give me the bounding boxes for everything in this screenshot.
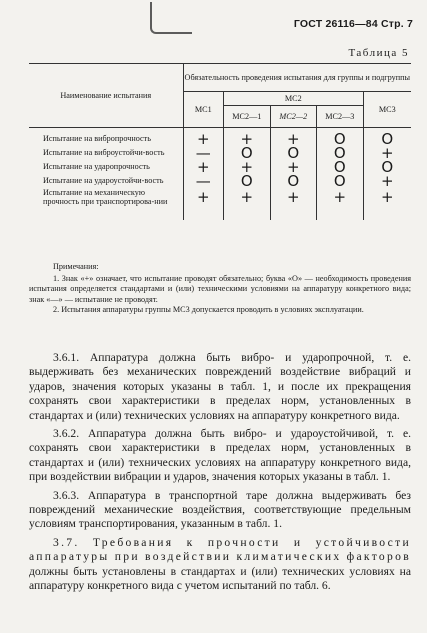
mark-cell: + xyxy=(224,188,270,220)
mark-cell: + xyxy=(363,188,411,220)
mark-cell: + xyxy=(363,174,411,188)
row-name: Испытание на механическую прочность при транспортирова-нии xyxy=(43,188,168,207)
mark-cell: + xyxy=(183,160,224,174)
mark-cell: + xyxy=(183,188,224,220)
mark-cell: О xyxy=(317,174,363,188)
note-item: 2. Испытания аппаратуры группы МС3 допускается проводить в условиях эксплуатации. xyxy=(53,305,364,315)
mark-cell: + xyxy=(183,128,224,147)
mark-cell: О xyxy=(270,174,316,188)
mark-cell: О xyxy=(270,146,316,160)
mark-cell: — xyxy=(183,146,224,160)
body-text xyxy=(29,351,411,594)
paragraph-3-6-2: 3.6.2. Аппаратура должна быть вибро- и удароустойчивой, т. е. сохранять свои характеристики в пределах норм, установленных в стандартах и (или) технических условиях на аппаратуру конкретного вида, при воздействии вибрации и ударов, значения которых указаны в табл. 1. xyxy=(29,427,411,484)
paragraph-3-7 xyxy=(29,536,411,594)
mark-cell: О xyxy=(363,160,411,174)
mark-cell: О xyxy=(317,128,363,147)
mark-cell: + xyxy=(224,160,270,174)
mark-cell: О xyxy=(224,146,270,160)
column-header-mc3: МС3 xyxy=(363,92,411,128)
column-header-mc2-1: МС2—1 xyxy=(224,106,270,128)
paragraph-continuation: должны быть установлены в стандартах и (или) технических условиях на аппаратуру конкретного вида с учетом испытаний по табл. 6. xyxy=(29,564,411,593)
column-header-mc1: МС1 xyxy=(183,92,224,128)
table-row xyxy=(29,188,411,220)
row-name: Испытание на виброустойчи-вость xyxy=(43,148,165,158)
notes-title: Примечания: xyxy=(53,262,99,271)
mark-cell: О xyxy=(224,174,270,188)
group-obligation-header: Обязательность проведения испытания для группы и подгруппы xyxy=(183,64,411,92)
page-header: ГОСТ 26116—84 Стр. 7 xyxy=(293,18,413,30)
column-header-mc2-3: МС2—3 xyxy=(317,106,363,128)
table-row xyxy=(29,160,411,174)
table-row xyxy=(29,146,411,160)
paragraph-3-6-1: 3.6.1. Аппаратура должна быть вибро- и ударопрочной, т. е. выдерживать без механических повреждений воздействие вибраций и ударов, значения которых указаны в табл. 1, и после их прекращения сохранять свои характеристики в пределах норм, установленных в стандартах и (или) технических условиях на аппаратуру конкретного вида. xyxy=(29,351,411,422)
mark-cell: + xyxy=(270,160,316,174)
table-notes xyxy=(29,262,411,316)
mark-cell: + xyxy=(270,188,316,220)
note-item: 1. Знак «+» означает, что испытание проводят обязательно; буква «О» — необходимость проведения испытания определяется стандартами и (или) техническими условиями на аппаратуру конкретного вида; знак «—» — испытание не проводят. xyxy=(29,273,411,304)
spaced-heading-text: 3.7. Требования к прочности и устойчивости аппаратуры при воздействии климатических факторов xyxy=(29,535,411,564)
column-header-mc2: МС2 xyxy=(224,92,363,106)
scan-artifact-mark xyxy=(150,2,192,34)
table-row xyxy=(29,174,411,188)
mark-cell: + xyxy=(224,128,270,147)
mark-cell: О xyxy=(363,128,411,147)
mark-cell: + xyxy=(270,128,316,147)
table-caption: Таблица 5 xyxy=(348,47,409,59)
row-name: Испытание на удароустойчи-вость xyxy=(43,176,164,186)
column-header-mc2-2: МС2—2 xyxy=(270,106,316,128)
row-name: Испытание на вибропрочность xyxy=(43,134,151,144)
paragraph-3-6-3: 3.6.3. Аппаратура в транспортной таре должна выдерживать без повреждений механические воздействия, соответствующие предельным условиям транспортирования, указанным в табл. 1. xyxy=(29,488,411,531)
mark-cell: + xyxy=(363,146,411,160)
mark-cell: — xyxy=(183,174,224,188)
test-name-header: Наименование испытания xyxy=(29,64,183,128)
mark-cell: + xyxy=(317,188,363,220)
table-row xyxy=(29,128,411,147)
test-requirements-table xyxy=(29,63,411,220)
row-name: Испытание на ударопрочность xyxy=(43,162,150,172)
mark-cell: О xyxy=(317,160,363,174)
mark-cell: О xyxy=(317,146,363,160)
